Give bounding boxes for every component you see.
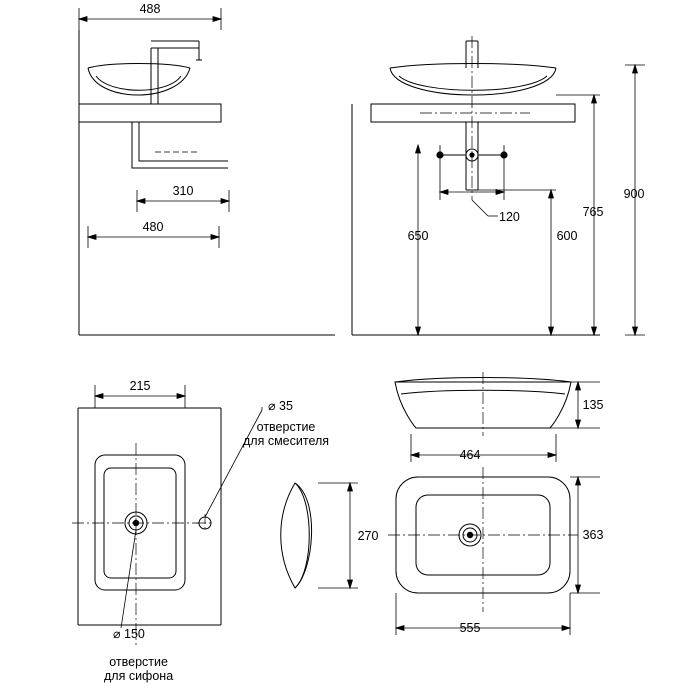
diameter-symbol-icon-2: ⌀	[113, 627, 121, 641]
dim-label-650: 650	[407, 229, 429, 243]
note-faucet-hole-line1: отверстие	[256, 420, 316, 434]
dim-label-488: 488	[139, 2, 161, 16]
dim-label-120: 120	[499, 210, 520, 224]
diameter-symbol-icon: ⌀	[268, 399, 276, 413]
dim-label-900: 900	[623, 187, 645, 201]
note-siphon-hole-line2: для сифона	[104, 669, 174, 684]
note-siphon-hole-line1: отверстие	[109, 655, 168, 669]
dim-label-464: 464	[459, 448, 481, 462]
callout-35	[268, 399, 293, 413]
dim-464	[411, 434, 556, 462]
dim-270	[318, 483, 358, 588]
dim-555	[396, 593, 570, 635]
dim-label-310: 310	[172, 184, 194, 198]
dim-label-600: 600	[556, 229, 578, 243]
callout-35-value: 35	[279, 399, 293, 413]
note-faucet-hole-line2: для смесителя	[243, 434, 330, 449]
note-faucet-hole	[243, 420, 329, 449]
dim-label-135: 135	[582, 398, 604, 412]
dim-label-270: 270	[357, 529, 379, 543]
note-siphon-hole	[104, 655, 173, 684]
dim-label-480: 480	[142, 220, 164, 234]
dim-label-215: 215	[129, 379, 151, 393]
dim-label-765: 765	[582, 205, 604, 219]
callout-150	[113, 627, 145, 641]
dim-label-555: 555	[459, 621, 481, 635]
dim-label-363: 363	[582, 528, 604, 542]
callout-150-value: 150	[124, 627, 145, 641]
